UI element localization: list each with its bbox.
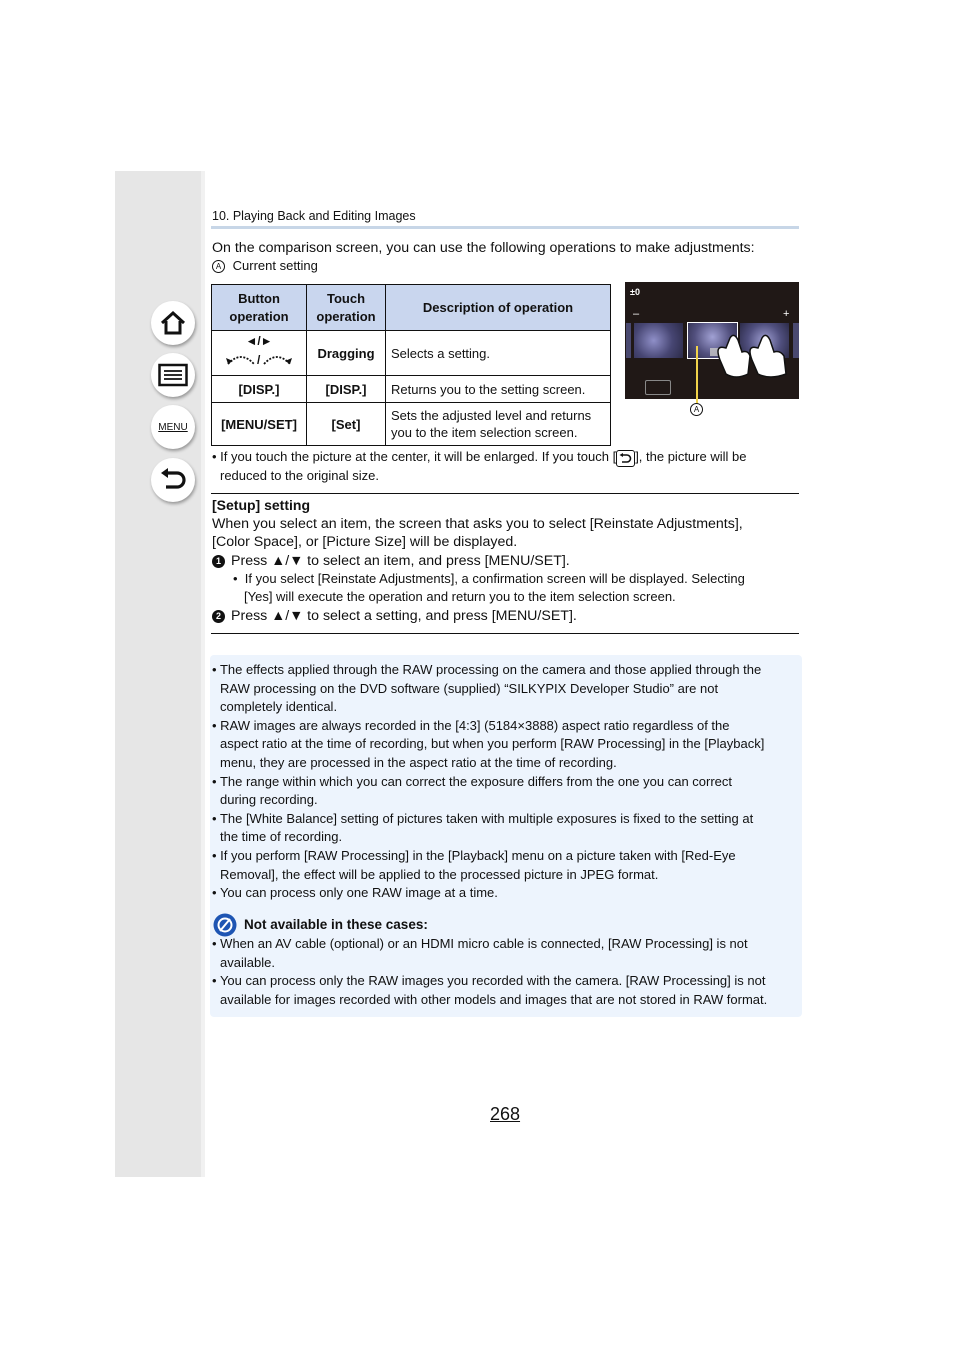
control-dial-icon <box>224 348 294 370</box>
drag-hand-icon <box>700 330 795 380</box>
table-cell-touch: [DISP.] <box>307 376 386 403</box>
step-number: 1 <box>212 555 225 568</box>
header-rule <box>211 226 799 229</box>
not-available-title: Not available in these cases: <box>244 917 428 932</box>
section-rule <box>211 493 799 494</box>
contents-button[interactable] <box>151 353 195 397</box>
note-line: • RAW images are always recorded in the [4:3] (5184×3888) aspect ratio regardless of the <box>212 717 730 733</box>
minus-label: – <box>633 308 640 320</box>
note-line: • The effects applied through the RAW processing on the camera and those applied through the <box>212 662 762 677</box>
operations-table <box>211 284 611 446</box>
setup-line: [Color Space], or [Picture Size] will be displayed. <box>212 534 518 550</box>
bullet: • <box>212 773 220 789</box>
touch-note-line1: • If you touch the picture at the center, it will be enlarged. If you touch [ ], the picture will be <box>212 448 746 467</box>
bullet: • <box>212 936 221 951</box>
note-line: • The range within which you can correct the exposure differs from the one you can correct <box>212 773 733 789</box>
callout-legend-text: Current setting <box>232 258 318 273</box>
bullet: • <box>212 662 220 677</box>
note-line: completely identical. <box>220 699 338 715</box>
note-line: menu, they are processed in the aspect ratio at the time of recording. <box>220 755 617 770</box>
table-cell-description: Sets the adjusted level and returns you to the item selection screen. <box>386 403 611 446</box>
not-available-icon <box>213 913 237 937</box>
setup-line: When you select an item, the screen that asks you to select [Reinstate Adjustments], <box>212 516 743 532</box>
note-line: Removal], the effect will be applied to the processed picture in JPEG format. <box>220 866 659 882</box>
table-row <box>212 403 611 446</box>
thumbnail <box>634 323 683 358</box>
table-cell-description: Selects a setting. <box>386 331 611 376</box>
menu-label: MENU <box>158 421 188 433</box>
note-line: during recording. <box>220 792 318 808</box>
table-cell-button: ◄/► / <box>212 331 307 376</box>
table-header-row <box>212 285 611 331</box>
table-cell-description: Returns you to the setting screen. <box>386 376 611 403</box>
plus-label: + <box>783 308 790 320</box>
return-arrow-icon <box>158 467 188 493</box>
intro-text: On the comparison screen, you can use the following operations to make adjustments: <box>212 240 755 256</box>
touch-note-line2: reduced to the original size. <box>220 468 379 483</box>
table-header-touch: Touch operation <box>307 285 386 331</box>
return-button-icon <box>616 450 635 467</box>
bullet: • <box>212 848 221 863</box>
home-button[interactable] <box>151 301 195 345</box>
bullet: • <box>212 885 220 901</box>
home-icon <box>159 309 187 337</box>
svg-text:/: / <box>257 352 261 367</box>
setup-title: [Setup] setting <box>212 497 310 513</box>
note-line: aspect ratio at the time of recording, but when you perform [RAW Processing] in the [Playback] <box>220 736 765 752</box>
list-icon <box>158 363 188 387</box>
note-line: RAW processing on the DVD software (supplied) “SILKYPIX Developer Studio” are not <box>220 680 719 696</box>
table-cell-touch: Dragging <box>307 331 386 376</box>
callout-marker: A <box>690 403 703 416</box>
menu-button[interactable] <box>151 405 195 449</box>
bullet: • <box>212 717 221 733</box>
exposure-value-label: ±0 <box>630 287 640 297</box>
page-number: 268 <box>490 1104 521 1124</box>
setup-step-1-sub: [Yes] will execute the operation and return you to the item selection screen. <box>244 589 676 604</box>
chapter-header: 10. Playing Back and Editing Images <box>212 209 416 223</box>
step-number: 2 <box>212 610 225 623</box>
bullet: • <box>212 810 220 826</box>
setup-step-2: 2 Press ▲/▼ to select a setting, and press [MENU/SET]. <box>212 607 577 626</box>
note-line: • The [White Balance] setting of pictures taken with multiple exposures is fixed to the setting at <box>212 810 754 826</box>
table-cell-button: [DISP.] <box>212 376 307 403</box>
section-rule <box>211 633 799 634</box>
sidebar-edge <box>201 171 205 1177</box>
note-line: • You can process only one RAW image at a time. <box>212 885 498 901</box>
table-cell-touch: [Set] <box>307 403 386 446</box>
setup-step-1-sub: • If you select [Reinstate Adjustments], a confirmation screen will be displayed. Selecting <box>233 571 745 586</box>
note-line: available for images recorded with other models and images that are not stored in RAW format. <box>220 991 768 1007</box>
note-line: • You can process only the RAW images you recorded with the camera. [RAW Processing] is not <box>212 973 766 989</box>
table-header-description: Description of operation <box>386 285 611 331</box>
table-header-button: Button operation <box>212 285 307 331</box>
table-cell-button: [MENU/SET] <box>212 403 307 446</box>
table-row <box>212 331 611 376</box>
note-line: the time of recording. <box>220 829 343 845</box>
callout-line <box>696 346 698 403</box>
back-icon-frame <box>645 380 671 395</box>
bullet: • <box>212 973 220 989</box>
callout-legend <box>212 257 318 276</box>
thumbnail <box>626 323 631 358</box>
callout-letter: A <box>212 260 225 273</box>
back-button[interactable] <box>151 458 195 502</box>
note-line: available. <box>220 954 275 970</box>
table-row <box>212 376 611 403</box>
note-line: • When an AV cable (optional) or an HDMI micro cable is connected, [RAW Processing] is not <box>212 936 748 951</box>
note-line: • If you perform [RAW Processing] in the [Playback] menu on a picture taken with [Red-Eye <box>212 848 736 863</box>
setup-step-1: 1 Press ▲/▼ to select an item, and press [MENU/SET]. <box>212 552 570 571</box>
